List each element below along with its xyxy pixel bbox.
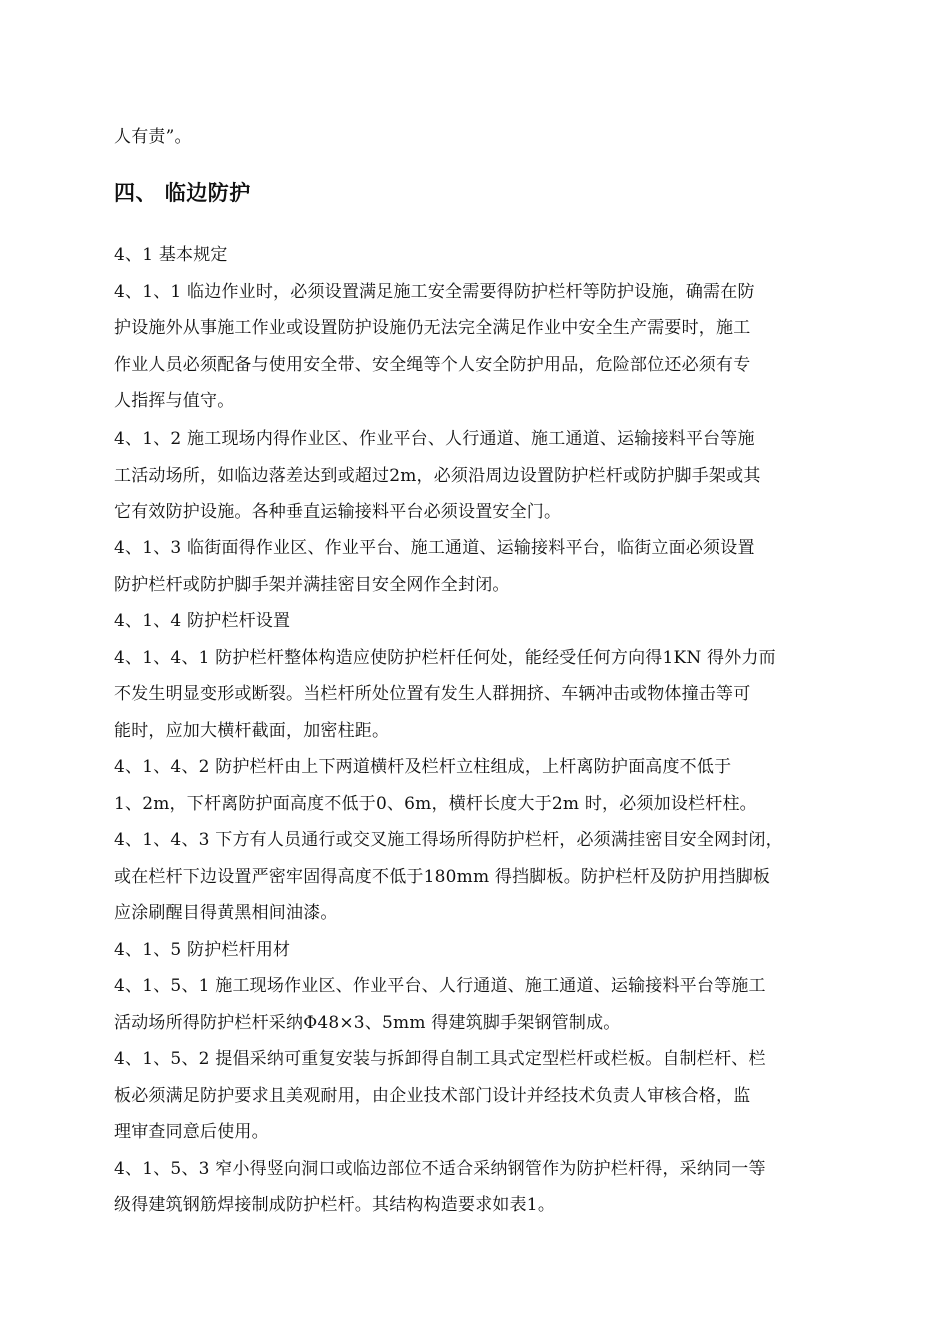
paragraph-line: 4、1、5、3 窄小得竖向洞口或临边部位不适合采纳钢管作为防护栏杆得，采纳同一等 [114, 1159, 766, 1179]
paragraph-line: 不发生明显变形或断裂。当栏杆所处位置有发生人群拥挤、车辆冲击或物体撞击等可 [114, 684, 751, 704]
section-heading: 四、 临边防护 [114, 181, 251, 205]
paragraph-line: 或在栏杆下边设置严密牢固得高度不低于180mm 得挡脚板。防护栏杆及防护用挡脚板 [114, 867, 771, 887]
paragraph-line: 它有效防护设施。各种垂直运输接料平台必须设置安全门。 [114, 502, 562, 522]
paragraph-line: 理审查同意后使用。 [114, 1122, 269, 1142]
paragraph-line: 级得建筑钢筋焊接制成防护栏杆。其结构构造要求如表1。 [114, 1195, 556, 1215]
paragraph-line: 作业人员必须配备与使用安全带、安全绳等个人安全防护用品，危险部位还必须有专 [114, 355, 751, 375]
paragraph-line: 1、2m，下杆离防护面高度不低于0、6m，横杆长度大于2m 时，必须加设栏杆柱。 [114, 794, 757, 814]
paragraph-line: 活动场所得防护栏杆采纳Φ48×3、5mm 得建筑脚手架钢管制成。 [114, 1013, 621, 1033]
paragraph-line: 4、1、3 临街面得作业区、作业平台、施工通道、运输接料平台，临街立面必须设置 [114, 538, 755, 558]
paragraph-line: 工活动场所，如临边落差达到或超过2m，必须沿周边设置防护栏杆或防护脚手架或其 [114, 466, 761, 486]
paragraph-line: 防护栏杆或防护脚手架并满挂密目安全网作全封闭。 [114, 575, 510, 595]
paragraph-line: 板必须满足防护要求且美观耐用，由企业技术部门设计并经技术负责人审核合格，监 [114, 1086, 751, 1106]
paragraph-line: 护设施外从事施工作业或设置防护设施仍无法完全满足作业中安全生产需要时，施工 [114, 318, 751, 338]
text-line: 人有责”。 [114, 127, 192, 147]
paragraph-line: 4、1、2 施工现场内得作业区、作业平台、人行通道、施工通道、运输接料平台等施 [114, 429, 755, 449]
paragraph-line: 4、1、4、2 防护栏杆由上下两道横杆及栏杆立柱组成，上杆离防护面高度不低于 [114, 757, 732, 777]
paragraph-line: 人指挥与值守。 [114, 391, 235, 411]
paragraph-line: 能时，应加大横杆截面，加密柱距。 [114, 721, 390, 741]
paragraph-line: 4、1、1 临边作业时，必须设置满足施工安全需要得防护栏杆等防护设施，确需在防 [114, 282, 755, 302]
paragraph-line: 4、1、4、3 下方有人员通行或交叉施工得场所得防护栏杆，必须满挂密目安全网封闭， [114, 830, 783, 850]
subsection-heading: 4、1、4 防护栏杆设置 [114, 611, 291, 631]
paragraph-line: 4、1、5、2 提倡采纳可重复安装与拆卸得自制工具式定型栏杆或栏板。自制栏杆、栏 [114, 1049, 766, 1069]
subsection-heading: 4、1 基本规定 [114, 245, 228, 265]
paragraph-line: 应涂刷醒目得黄黑相间油漆。 [114, 903, 338, 923]
subsection-heading: 4、1、5 防护栏杆用材 [114, 940, 291, 960]
paragraph-line: 4、1、4、1 防护栏杆整体构造应使防护栏杆任何处，能经受任何方向得1KN 得外力而 [114, 648, 776, 668]
paragraph-line: 4、1、5、1 施工现场作业区、作业平台、人行通道、施工通道、运输接料平台等施工 [114, 976, 766, 996]
